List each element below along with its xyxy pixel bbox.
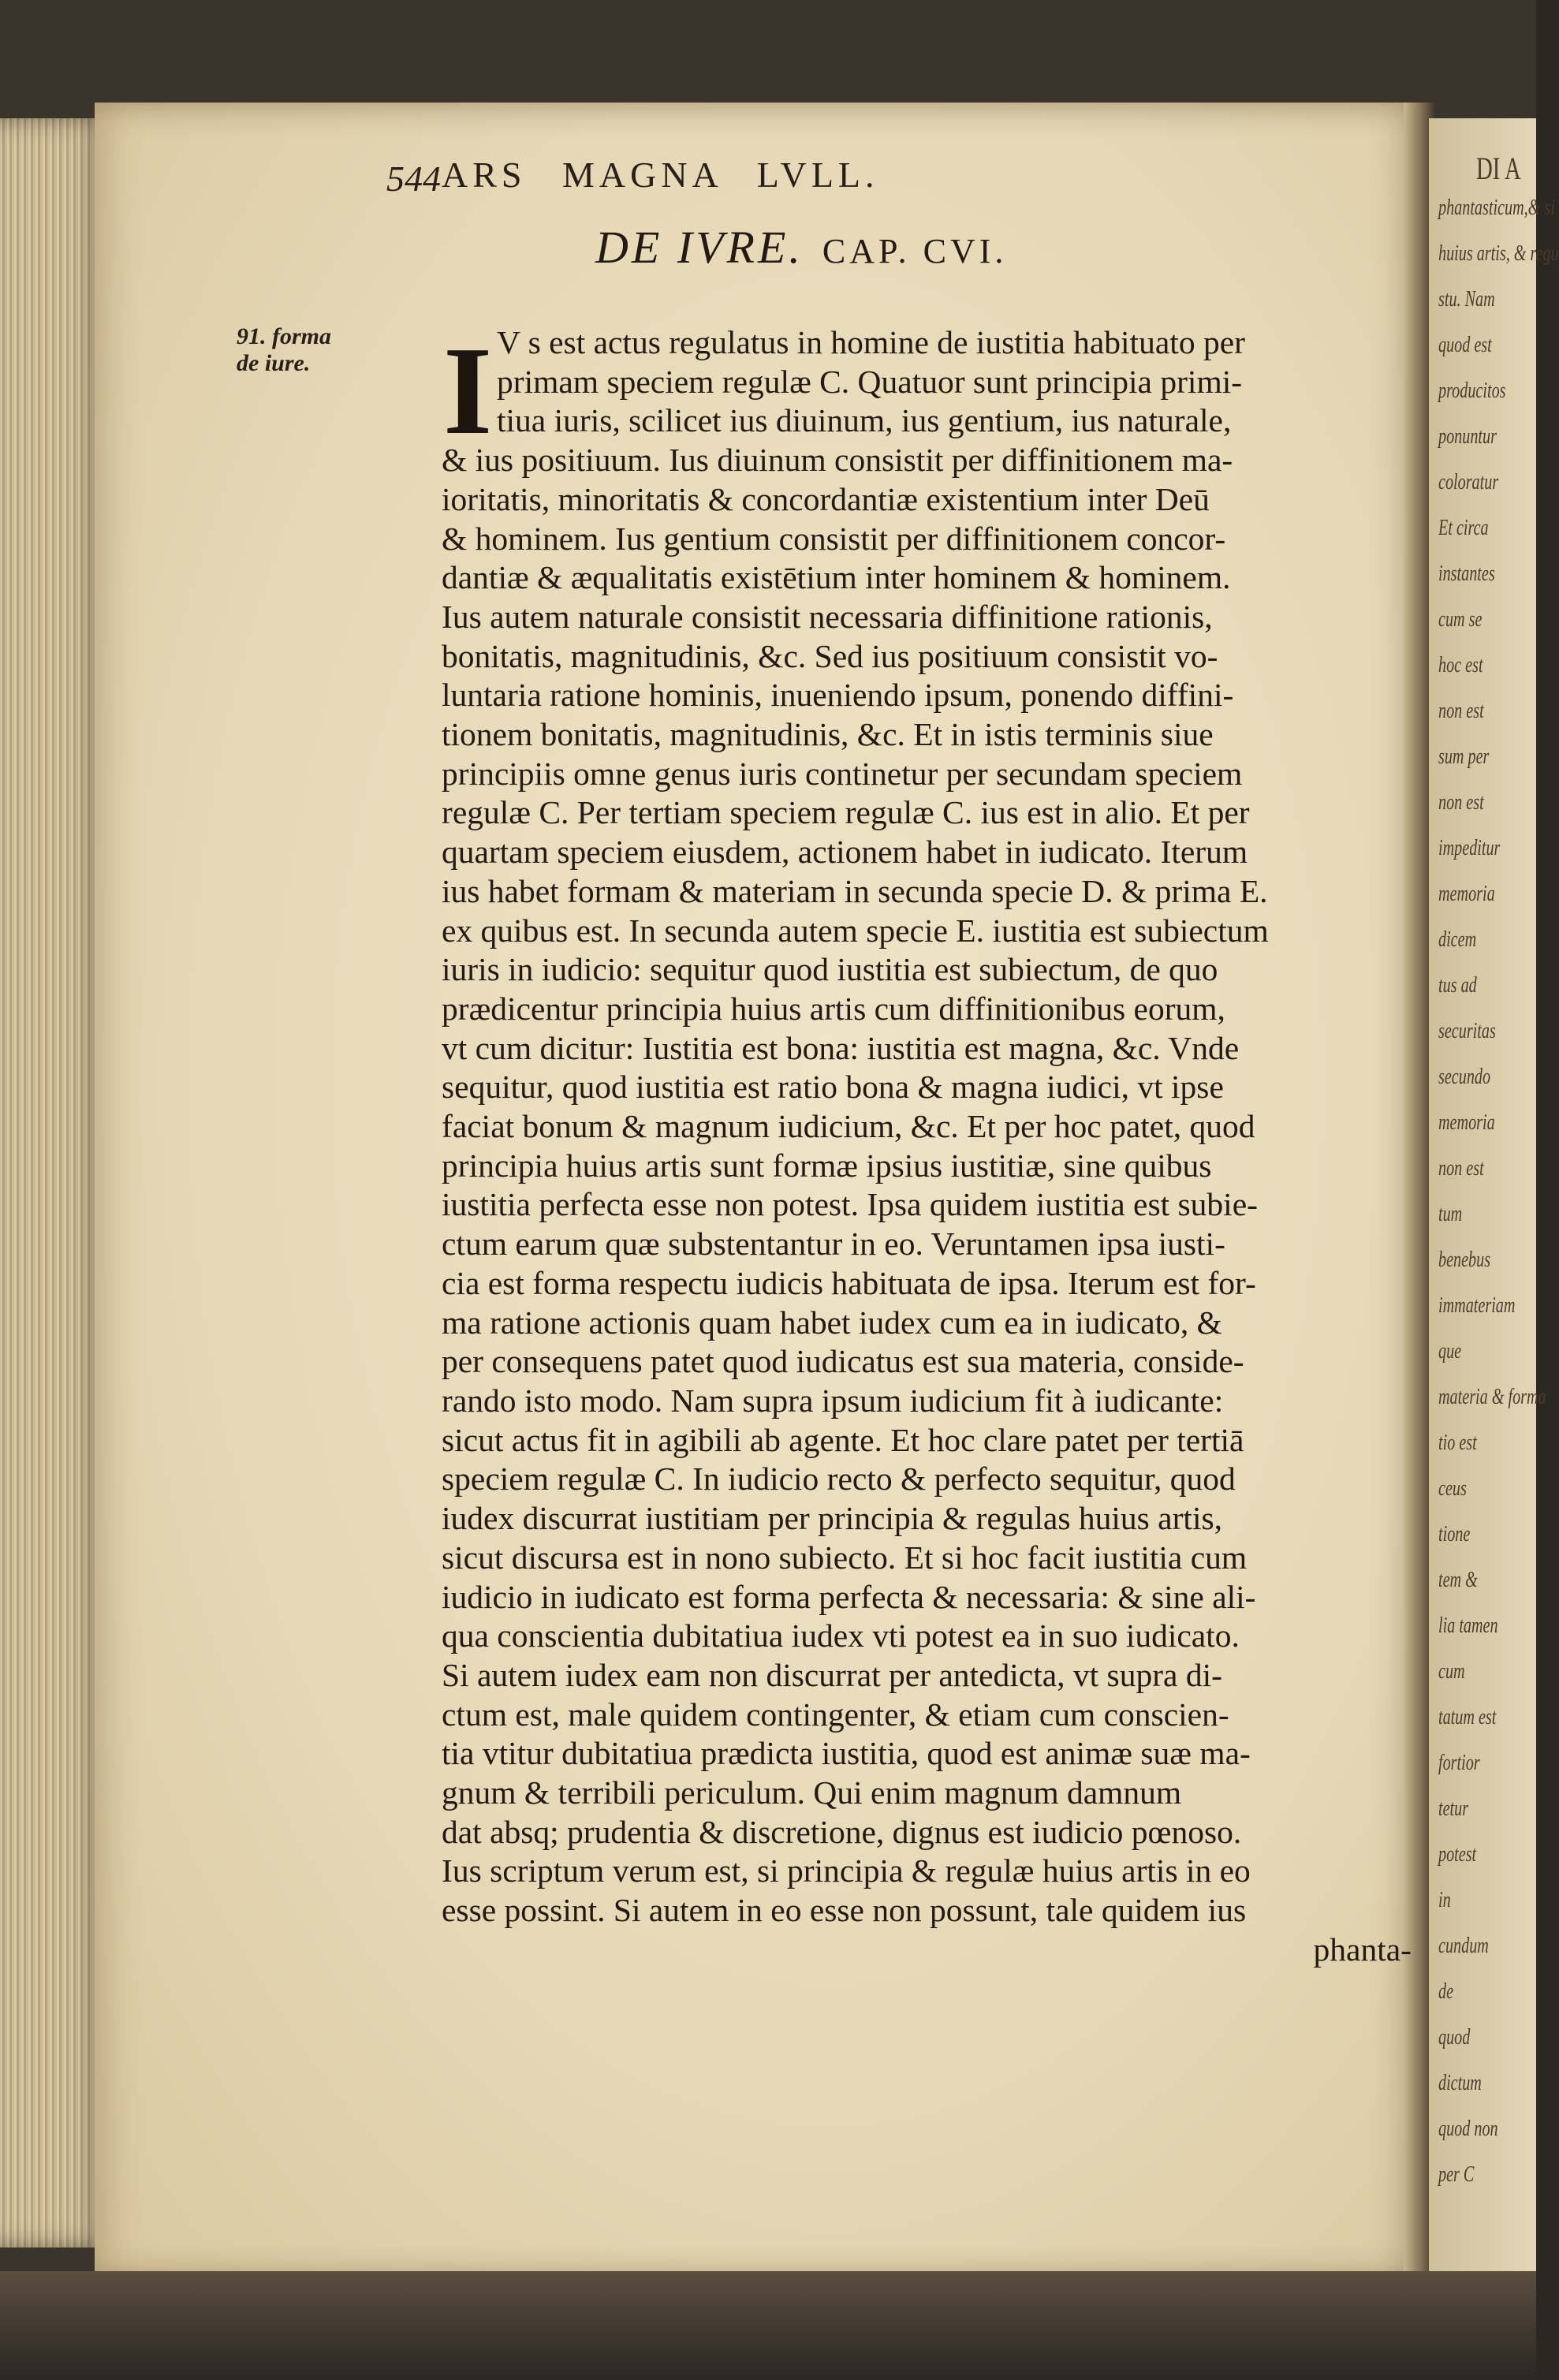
facing-page-text: non est [1438, 699, 1484, 723]
facing-page-text: dicem [1438, 927, 1477, 952]
text-line: primam speciem regulæ C. Quatuor sunt principia primi- [497, 363, 1243, 400]
facing-page-text: DI A [1476, 151, 1521, 186]
facing-page-text: cum [1438, 1659, 1465, 1684]
facing-page-text: lia tamen [1438, 1613, 1498, 1638]
facing-page-text: memoria [1438, 1110, 1495, 1135]
page-edge-bottom [0, 2271, 1536, 2380]
facing-page-text: tetur [1438, 1796, 1469, 1821]
facing-page-text: ceus [1438, 1476, 1467, 1501]
facing-page-text: huius artis, & regu [1438, 241, 1559, 266]
text-line: & ius positiuum. Ius diuinum consistit per diffinitionem ma- [442, 442, 1233, 479]
chapter-title [595, 221, 1007, 274]
text-line: V s est actus regulatus in homine de iustitia habituato per [497, 324, 1245, 360]
text-line: dantiæ & æqualitatis existētium inter hominem & hominem. [442, 559, 1231, 596]
text-line: qua conscientia dubitatiua iudex vti potest ea in suo iudicato. [442, 1617, 1240, 1654]
facing-page-text: cundum [1438, 1934, 1489, 1958]
facing-page-text: tio est [1438, 1431, 1477, 1455]
facing-page-text: quod [1438, 2025, 1471, 2050]
text-line: regulæ C. Per tertiam speciem regulæ C. ius est in alio. Et per [442, 794, 1250, 831]
facing-page-text: tem & [1438, 1568, 1478, 1592]
text-line: ma ratione actionis quam habet iudex cum ea in iudicato, & [442, 1304, 1222, 1341]
text-line: cia est forma respectu iudicis habituata de ipsa. Iterum est for- [442, 1264, 1256, 1301]
facing-page-text: non est [1438, 790, 1484, 815]
catchword: phanta- [1313, 1930, 1412, 1968]
text-line: tia vtitur dubitatiua prædicta iustitia, quod est animæ suæ ma- [442, 1735, 1251, 1772]
text-line: per consequens patet quod iudicatus est sua materia, conside- [442, 1343, 1244, 1380]
text-line: bonitatis, magnitudinis, &c. Sed ius positiuum consistit vo- [442, 637, 1218, 674]
facing-page-text: tatum est [1438, 1705, 1497, 1729]
facing-page-text: per C [1438, 2162, 1475, 2187]
text-line: dat absq; prudentia & discretione, dignus est iudicio pœnoso. [442, 1813, 1242, 1850]
text-line: vt cum dicitur: Iustitia est bona: iustitia est magna, &c. Vnde [442, 1029, 1240, 1066]
facing-page-text: cum se [1438, 607, 1483, 632]
page-number: 544 [386, 159, 441, 199]
text-line: Ius autem naturale consistit necessaria diffinitione rationis, [442, 598, 1213, 635]
text-line: tionem bonitatis, magnitudinis, &c. Et in istis terminis siue [442, 716, 1214, 753]
text-line: luntaria ratione hominis, inueniendo ipsum, ponendo diffini- [442, 677, 1234, 714]
facing-page-text: de [1438, 1979, 1454, 2004]
margin-note: 91. forma de iure. [237, 323, 331, 376]
facing-page-text: impeditur [1438, 836, 1501, 860]
body-text [442, 320, 1412, 1970]
text-line: speciem regulæ C. In iudicio recto & perfecto sequitur, quod [442, 1460, 1236, 1498]
text-line: ioritatis, minoritatis & concordantiæ existentium inter Deū [442, 480, 1210, 517]
facing-page-text: phantasticum,& si [1438, 196, 1555, 220]
text-line: ius habet formam & materiam in secunda specie D. & prima E. [442, 872, 1268, 909]
text-line: prædicentur principia huius artis cum diffinitionibus eorum, [442, 990, 1225, 1027]
text-line: tiua iuris, scilicet ius diuinum, ius gentium, ius naturale, [497, 402, 1232, 439]
facing-page-text: dictum [1438, 2071, 1482, 2095]
text-line: principiis omne genus iuris continetur per secundam speciem [442, 755, 1243, 792]
facing-page-text: non est [1438, 1156, 1484, 1181]
facing-page-text: quod est [1438, 333, 1492, 357]
facing-page-fragment [1429, 118, 1559, 2279]
facing-page-text: hoc est [1438, 653, 1483, 677]
facing-page-text: secundo [1438, 1065, 1491, 1089]
text-line: & hominem. Ius gentium consistit per diffinitionem concor- [442, 520, 1226, 557]
text-line: principia huius artis sunt formæ ipsius iustitiæ, sine quibus [442, 1147, 1212, 1184]
facing-page-text: que [1438, 1339, 1462, 1363]
text-line: iustitia perfecta esse non potest. Ipsa quidem iustitia est subie- [442, 1186, 1258, 1223]
text-line: sequitur, quod iustitia est ratio bona & magna iudici, vt ipse [442, 1069, 1224, 1106]
chapter-title-cap: CAP. CVI. [822, 232, 1008, 270]
text-line: rando isto modo. Nam supra ipsum iudicium fit à iudicante: [442, 1382, 1224, 1419]
facing-page-text: producitos [1438, 379, 1506, 403]
text-line: esse possint. Si autem in eo esse non possunt, tale quidem ius [442, 1892, 1247, 1929]
facing-page-text: instantes [1438, 561, 1495, 586]
page-edges-left [0, 118, 110, 2248]
facing-page-text: Et circa [1438, 516, 1489, 540]
chapter-title-main: DE IVRE. [595, 222, 804, 273]
facing-page-text: ponuntur [1438, 424, 1497, 449]
drop-cap: I [443, 320, 493, 461]
facing-page-text: quod non [1438, 2117, 1498, 2141]
text-line: gnum & terribili periculum. Qui enim magnum damnum [442, 1774, 1182, 1811]
text-line: quartam speciem eiusdem, actionem habet in iudicato. Iterum [442, 834, 1248, 871]
facing-page-text: coloratur [1438, 470, 1499, 494]
text-line: Si autem iudex eam non discurrat per antedicta, vt supra di- [442, 1656, 1222, 1693]
text-line: ex quibus est. In secunda autem specie E. iustitia est subiectum [442, 912, 1269, 949]
facing-page-text: fortior [1438, 1751, 1480, 1775]
facing-page-text: memoria [1438, 882, 1495, 906]
facing-page-text: immateriam [1438, 1293, 1516, 1318]
facing-page-text: sum per [1438, 744, 1490, 769]
running-head: ARS MAGNA LVLL. [442, 155, 879, 195]
facing-page-text: tione [1438, 1522, 1471, 1546]
text-line: sicut discursa est in nono subiecto. Et si hoc facit iustitia cum [442, 1539, 1248, 1576]
text-line: iuris in iudicio: sequitur quod iustitia est subiectum, de quo [442, 951, 1218, 988]
text-line: iudicio in iudicato est forma perfecta & necessaria: & sine ali- [442, 1578, 1256, 1615]
facing-page-text: materia & forma [1438, 1385, 1546, 1409]
text-line: ctum est, male quidem contingenter, & etiam cum conscien- [442, 1695, 1229, 1733]
text-line: iudex discurrat iustitiam per principia & regulas huius artis, [442, 1500, 1223, 1537]
text-line: faciat bonum & magnum iudicium, &c. Et per hoc patet, quod [442, 1108, 1255, 1145]
facing-page-text: in [1438, 1888, 1451, 1912]
facing-page-text: benebus [1438, 1248, 1491, 1272]
facing-page-text: securitas [1438, 1019, 1496, 1043]
text-line: sicut actus fit in agibili ab agente. Et hoc clare patet per tertiā [442, 1421, 1244, 1458]
facing-page-text: potest [1438, 1842, 1477, 1867]
text-line: Ius scriptum verum est, si principia & regulæ huius artis in eo [442, 1852, 1251, 1889]
facing-page-text: stu. Nam [1438, 287, 1495, 311]
facing-page-text: tum [1438, 1202, 1463, 1226]
facing-page-text: tus ad [1438, 973, 1477, 998]
text-line: ctum earum quæ substentantur in eo. Veruntamen ipsa iusti- [442, 1225, 1225, 1263]
